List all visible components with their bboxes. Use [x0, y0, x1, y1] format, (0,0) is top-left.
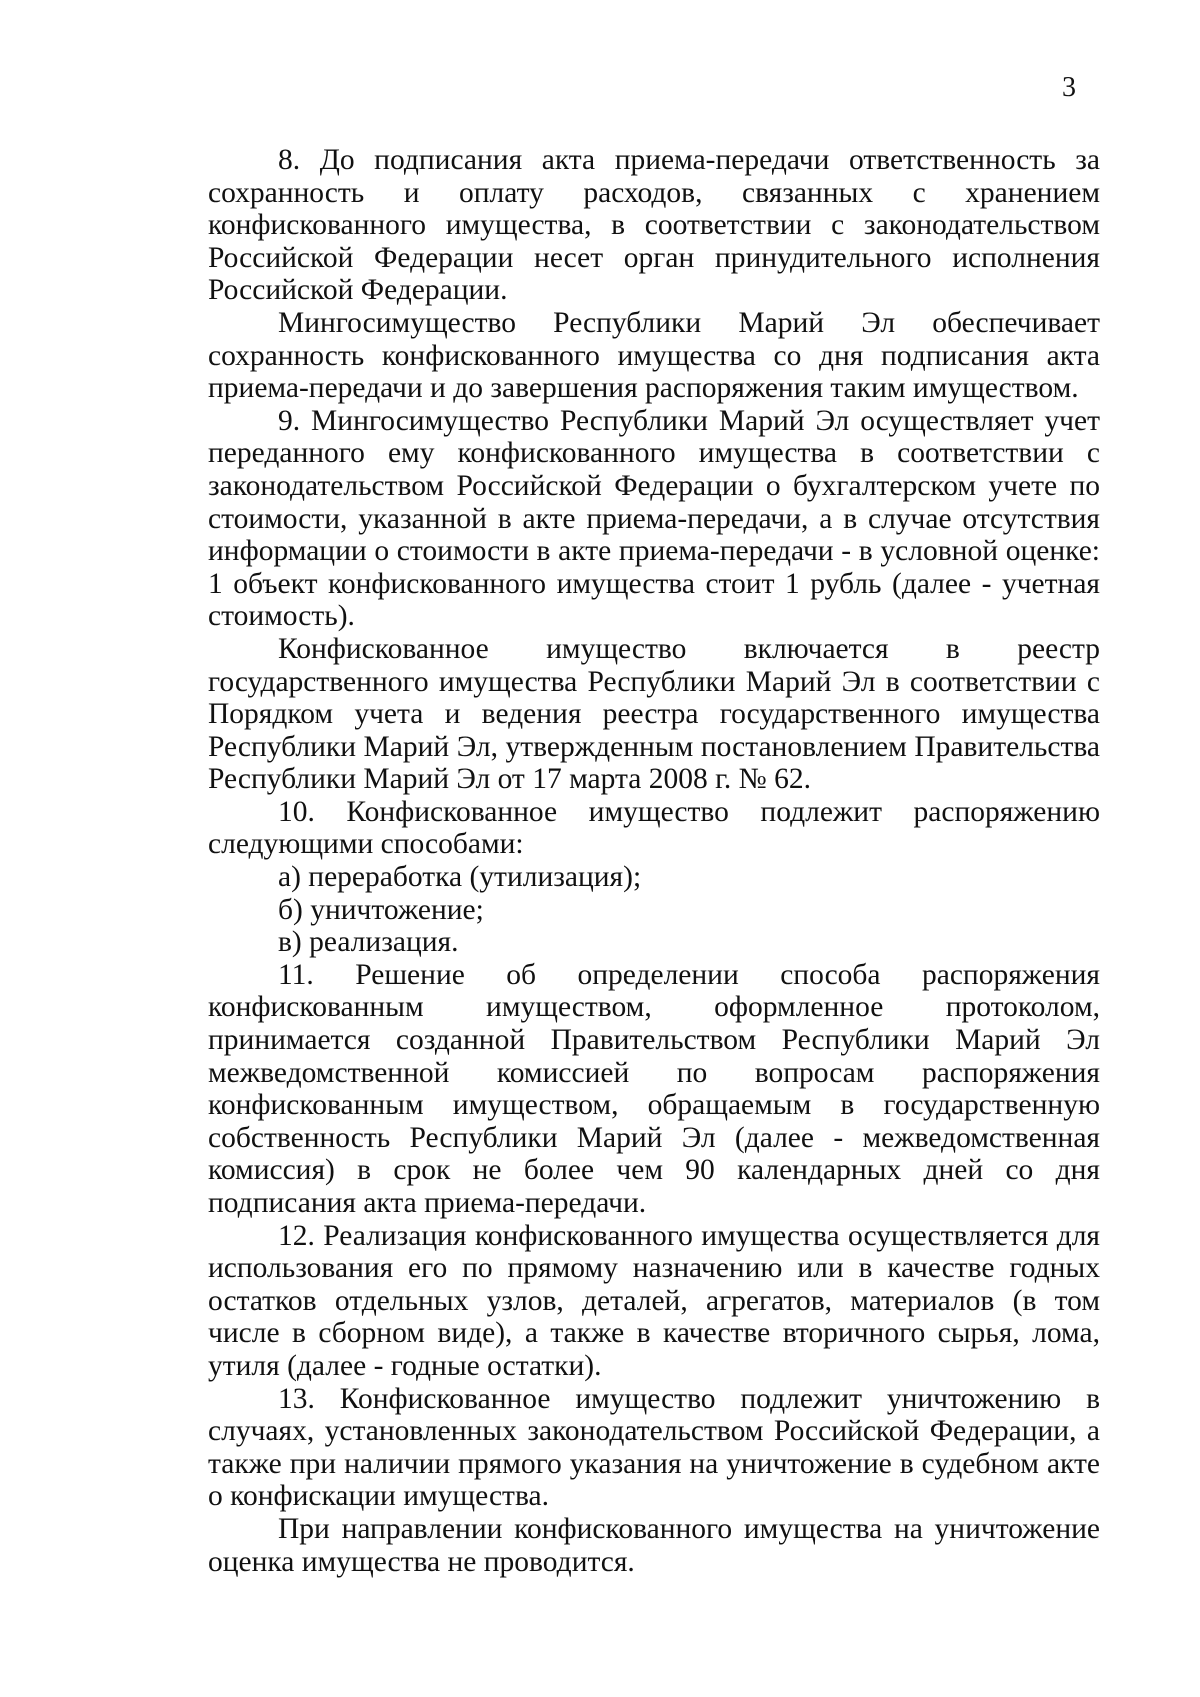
- list-item-a: а) переработка (утилизация);: [278, 861, 642, 894]
- paragraph-9: 9. Мингосимущество Республики Марий Эл осуществляет учет переданного ему конфискованного имущества в соответствии с законодательством Российской Федерации о бухгалтерском учете по стоимости, указанной в акте приема-передачи, а в случае отсутствия информации о стоимости в акте приема-передачи - в условной оценке: 1 объект конфискованного имущества стоит 1 рубль (далее - учетная стоимость).: [208, 404, 1100, 633]
- paragraph-8-continued: Мингосимущество Республики Марий Эл обеспечивает сохранность конфискованного имущества со дня подписания акта приема-передачи и до завершения распоряжения таким имуществом.: [208, 306, 1100, 405]
- page-number: 3: [1062, 72, 1076, 103]
- document-body: [208, 144, 1100, 1578]
- paragraph-10: 10. Конфискованное имущество подлежит распоряжению следующими способами:: [208, 795, 1100, 861]
- paragraph-8: 8. До подписания акта приема-передачи ответственность за сохранность и оплату расходов, связанных с хранением конфискованного имущества, в соответствии с законодательством Российской Федерации несет орган принудительного исполнения Российской Федерации.: [208, 144, 1100, 307]
- paragraph-13: 13. Конфискованное имущество подлежит уничтожению в случаях, установленных законодательством Российской Федерации, а также при наличии прямого указания на уничтожение в судебном акте о конфискации имущества.: [208, 1382, 1100, 1513]
- list-item-c: в) реализация.: [278, 926, 459, 959]
- paragraph-12: 12. Реализация конфискованного имущества осуществляется для использования его по прямому назначению или в качестве годных остатков отдельных узлов, деталей, агрегатов, материалов (в том числе в сборном виде), а также в качестве вторичного сырья, лома, утиля (далее - годные остатки).: [208, 1219, 1100, 1382]
- paragraph-9-continued: Конфискованное имущество включается в реестр государственного имущества Республики Марий Эл в соответствии с Порядком учета и ведения реестра государственного имущества Республики Марий Эл, утвержденным постановлением Правительства Республики Марий Эл от 17 марта 2008 г. № 62.: [208, 632, 1100, 796]
- paragraph-11: 11. Решение об определении способа распоряжения конфискованным имуществом, оформленное протоколом, принимается созданной Правительством Республики Марий Эл межведомственной комиссией по вопросам распоряжения конфискованным имуществом, обращаемым в государственную собственность Республики Марий Эл (далее - межведомственная комиссия) в срок не более чем 90 календарных дней со дня подписания акта приема-передачи.: [208, 958, 1100, 1219]
- paragraph-13-continued: При направлении конфискованного имущества на уничтожение оценка имущества не проводится.: [208, 1512, 1100, 1578]
- list-item-b: б) уничтожение;: [278, 893, 484, 926]
